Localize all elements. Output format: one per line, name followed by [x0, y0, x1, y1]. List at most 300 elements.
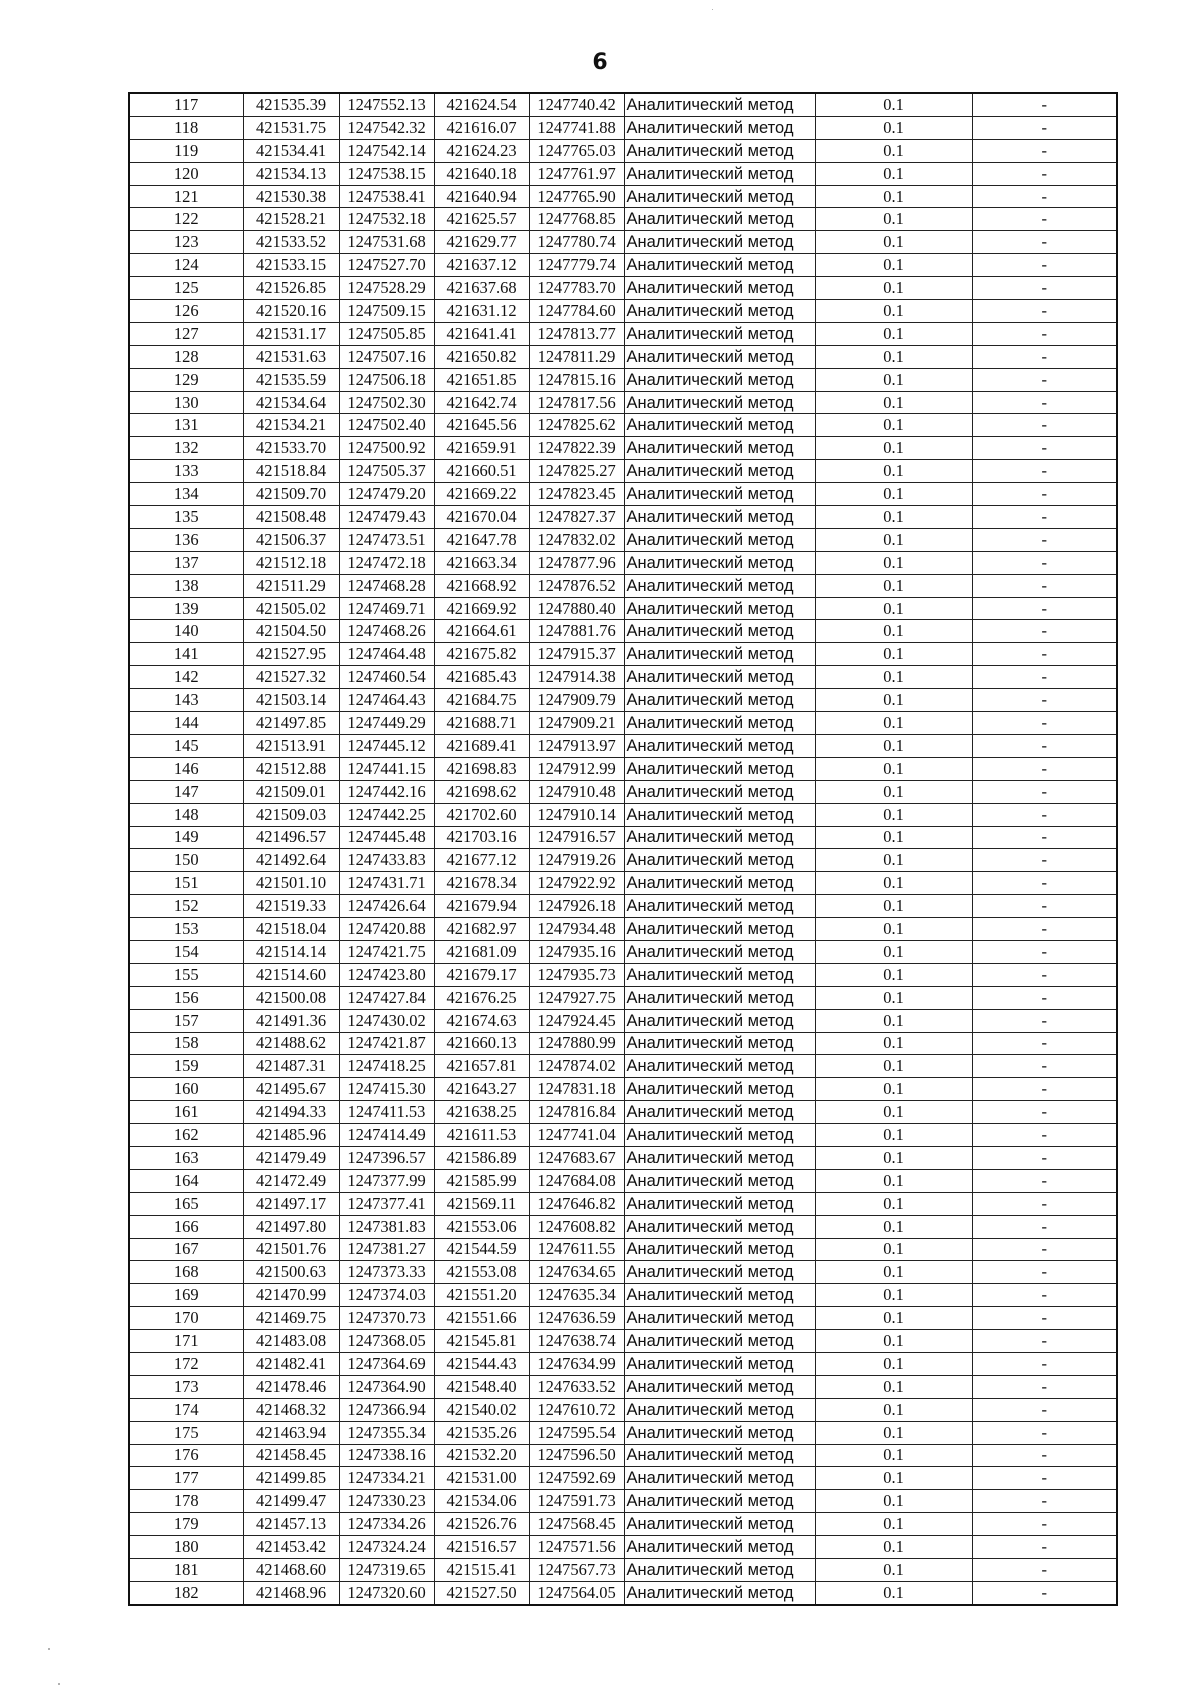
accuracy-cell: 0.1: [815, 597, 972, 620]
x-start-cell: 421511.29: [243, 574, 339, 597]
table-row: [129, 185, 1117, 208]
note-cell: -: [972, 597, 1117, 620]
note-cell: -: [972, 1398, 1117, 1421]
note-cell: -: [972, 483, 1117, 506]
x-start-cell: 421499.47: [243, 1490, 339, 1513]
x-end-cell: 421638.25: [434, 1101, 529, 1124]
x-start-cell: 421527.95: [243, 643, 339, 666]
note-cell: -: [972, 1124, 1117, 1147]
x-start-cell: 421508.48: [243, 506, 339, 529]
note-cell: -: [972, 231, 1117, 254]
y-start-cell: 1247430.02: [339, 1009, 434, 1032]
table-row: [129, 1490, 1117, 1513]
accuracy-cell: 0.1: [815, 1421, 972, 1444]
note-cell: -: [972, 1009, 1117, 1032]
y-start-cell: 1247441.15: [339, 757, 434, 780]
table-body: [129, 93, 1117, 1605]
y-start-cell: 1247411.53: [339, 1101, 434, 1124]
table-row: [129, 940, 1117, 963]
accuracy-cell: 0.1: [815, 689, 972, 712]
x-end-cell: 421682.97: [434, 918, 529, 941]
x-start-cell: 421509.01: [243, 780, 339, 803]
y-end-cell: 1247909.21: [529, 712, 624, 735]
y-start-cell: 1247464.48: [339, 643, 434, 666]
accuracy-cell: 0.1: [815, 322, 972, 345]
x-start-cell: 421509.70: [243, 483, 339, 506]
accuracy-cell: 0.1: [815, 254, 972, 277]
accuracy-cell: 0.1: [815, 1581, 972, 1604]
x-end-cell: 421657.81: [434, 1055, 529, 1078]
point-number-cell: 136: [129, 528, 243, 551]
note-cell: -: [972, 895, 1117, 918]
method-cell: Аналитический метод: [624, 254, 815, 277]
x-start-cell: 421509.03: [243, 803, 339, 826]
note-cell: -: [972, 414, 1117, 437]
y-end-cell: 1247813.77: [529, 322, 624, 345]
y-end-cell: 1247634.65: [529, 1261, 624, 1284]
accuracy-cell: 0.1: [815, 93, 972, 116]
y-end-cell: 1247927.75: [529, 986, 624, 1009]
y-end-cell: 1247646.82: [529, 1192, 624, 1215]
y-start-cell: 1247373.33: [339, 1261, 434, 1284]
table-row: [129, 1078, 1117, 1101]
y-end-cell: 1247825.27: [529, 460, 624, 483]
x-end-cell: 421679.17: [434, 963, 529, 986]
x-end-cell: 421675.82: [434, 643, 529, 666]
x-end-cell: 421640.94: [434, 185, 529, 208]
accuracy-cell: 0.1: [815, 368, 972, 391]
y-start-cell: 1247473.51: [339, 528, 434, 551]
method-cell: Аналитический метод: [624, 116, 815, 139]
table-row: [129, 414, 1117, 437]
x-end-cell: 421531.00: [434, 1467, 529, 1490]
x-start-cell: 421534.13: [243, 162, 339, 185]
point-number-cell: 178: [129, 1490, 243, 1513]
method-cell: Аналитический метод: [624, 1513, 815, 1536]
method-cell: Аналитический метод: [624, 1581, 815, 1604]
note-cell: -: [972, 620, 1117, 643]
accuracy-cell: 0.1: [815, 300, 972, 323]
accuracy-cell: 0.1: [815, 620, 972, 643]
table-row: [129, 689, 1117, 712]
point-number-cell: 123: [129, 231, 243, 254]
x-end-cell: 421548.40: [434, 1375, 529, 1398]
x-end-cell: 421526.76: [434, 1513, 529, 1536]
x-end-cell: 421660.51: [434, 460, 529, 483]
x-start-cell: 421518.84: [243, 460, 339, 483]
point-number-cell: 145: [129, 734, 243, 757]
x-end-cell: 421553.08: [434, 1261, 529, 1284]
x-end-cell: 421535.26: [434, 1421, 529, 1444]
accuracy-cell: 0.1: [815, 780, 972, 803]
y-end-cell: 1247880.99: [529, 1032, 624, 1055]
method-cell: Аналитический метод: [624, 895, 815, 918]
x-end-cell: 421540.02: [434, 1398, 529, 1421]
table-row: [129, 666, 1117, 689]
method-cell: Аналитический метод: [624, 1261, 815, 1284]
accuracy-cell: 0.1: [815, 986, 972, 1009]
point-number-cell: 160: [129, 1078, 243, 1101]
accuracy-cell: 0.1: [815, 1536, 972, 1559]
accuracy-cell: 0.1: [815, 116, 972, 139]
accuracy-cell: 0.1: [815, 185, 972, 208]
point-number-cell: 118: [129, 116, 243, 139]
method-cell: Аналитический метод: [624, 277, 815, 300]
accuracy-cell: 0.1: [815, 1444, 972, 1467]
x-start-cell: 421468.96: [243, 1581, 339, 1604]
x-start-cell: 421500.08: [243, 986, 339, 1009]
accuracy-cell: 0.1: [815, 162, 972, 185]
x-end-cell: 421681.09: [434, 940, 529, 963]
accuracy-cell: 0.1: [815, 849, 972, 872]
y-end-cell: 1247916.57: [529, 826, 624, 849]
accuracy-cell: 0.1: [815, 1078, 972, 1101]
y-start-cell: 1247505.37: [339, 460, 434, 483]
y-end-cell: 1247912.99: [529, 757, 624, 780]
point-number-cell: 143: [129, 689, 243, 712]
x-end-cell: 421668.92: [434, 574, 529, 597]
y-end-cell: 1247816.84: [529, 1101, 624, 1124]
note-cell: -: [972, 345, 1117, 368]
x-end-cell: 421532.20: [434, 1444, 529, 1467]
method-cell: Аналитический метод: [624, 734, 815, 757]
y-start-cell: 1247479.43: [339, 506, 434, 529]
point-number-cell: 125: [129, 277, 243, 300]
method-cell: Аналитический метод: [624, 208, 815, 231]
point-number-cell: 128: [129, 345, 243, 368]
x-start-cell: 421500.63: [243, 1261, 339, 1284]
method-cell: Аналитический метод: [624, 620, 815, 643]
method-cell: Аналитический метод: [624, 940, 815, 963]
method-cell: Аналитический метод: [624, 849, 815, 872]
note-cell: -: [972, 1559, 1117, 1582]
x-start-cell: 421512.88: [243, 757, 339, 780]
x-start-cell: 421534.64: [243, 391, 339, 414]
x-start-cell: 421519.33: [243, 895, 339, 918]
x-end-cell: 421677.12: [434, 849, 529, 872]
accuracy-cell: 0.1: [815, 208, 972, 231]
method-cell: Аналитический метод: [624, 1215, 815, 1238]
x-end-cell: 421702.60: [434, 803, 529, 826]
y-start-cell: 1247531.68: [339, 231, 434, 254]
x-start-cell: 421479.49: [243, 1146, 339, 1169]
x-start-cell: 421496.57: [243, 826, 339, 849]
x-end-cell: 421669.22: [434, 483, 529, 506]
point-number-cell: 170: [129, 1307, 243, 1330]
table-row: [129, 528, 1117, 551]
y-start-cell: 1247366.94: [339, 1398, 434, 1421]
method-cell: Аналитический метод: [624, 1146, 815, 1169]
point-number-cell: 129: [129, 368, 243, 391]
x-end-cell: 421650.82: [434, 345, 529, 368]
method-cell: Аналитический метод: [624, 93, 815, 116]
accuracy-cell: 0.1: [815, 1330, 972, 1353]
y-start-cell: 1247502.40: [339, 414, 434, 437]
accuracy-cell: 0.1: [815, 757, 972, 780]
note-cell: -: [972, 368, 1117, 391]
x-end-cell: 421669.92: [434, 597, 529, 620]
x-start-cell: 421469.75: [243, 1307, 339, 1330]
x-end-cell: 421637.68: [434, 277, 529, 300]
y-start-cell: 1247415.30: [339, 1078, 434, 1101]
table-row: [129, 139, 1117, 162]
method-cell: Аналитический метод: [624, 162, 815, 185]
table-row: [129, 734, 1117, 757]
point-number-cell: 179: [129, 1513, 243, 1536]
method-cell: Аналитический метод: [624, 826, 815, 849]
note-cell: -: [972, 1192, 1117, 1215]
point-number-cell: 180: [129, 1536, 243, 1559]
y-start-cell: 1247431.71: [339, 872, 434, 895]
y-start-cell: 1247319.65: [339, 1559, 434, 1582]
note-cell: -: [972, 780, 1117, 803]
note-cell: -: [972, 574, 1117, 597]
table-row: [129, 368, 1117, 391]
point-number-cell: 153: [129, 918, 243, 941]
note-cell: -: [972, 208, 1117, 231]
table-row: [129, 597, 1117, 620]
note-cell: -: [972, 1215, 1117, 1238]
accuracy-cell: 0.1: [815, 1124, 972, 1147]
point-number-cell: 148: [129, 803, 243, 826]
method-cell: Аналитический метод: [624, 414, 815, 437]
x-end-cell: 421698.83: [434, 757, 529, 780]
x-end-cell: 421534.06: [434, 1490, 529, 1513]
point-number-cell: 177: [129, 1467, 243, 1490]
y-end-cell: 1247784.60: [529, 300, 624, 323]
table-row: [129, 1192, 1117, 1215]
note-cell: -: [972, 1421, 1117, 1444]
method-cell: Аналитический метод: [624, 506, 815, 529]
x-start-cell: 421468.60: [243, 1559, 339, 1582]
y-end-cell: 1247881.76: [529, 620, 624, 643]
accuracy-cell: 0.1: [815, 1192, 972, 1215]
table-row: [129, 1009, 1117, 1032]
accuracy-cell: 0.1: [815, 940, 972, 963]
note-cell: -: [972, 1490, 1117, 1513]
x-end-cell: 421685.43: [434, 666, 529, 689]
coordinates-table: [128, 92, 1118, 1606]
table-row: [129, 1398, 1117, 1421]
table-row: [129, 1169, 1117, 1192]
note-cell: -: [972, 963, 1117, 986]
note-cell: -: [972, 1101, 1117, 1124]
note-cell: -: [972, 689, 1117, 712]
x-start-cell: 421533.70: [243, 437, 339, 460]
x-start-cell: 421488.62: [243, 1032, 339, 1055]
y-start-cell: 1247334.26: [339, 1513, 434, 1536]
y-start-cell: 1247442.16: [339, 780, 434, 803]
x-start-cell: 421487.31: [243, 1055, 339, 1078]
table-row: [129, 620, 1117, 643]
table-row: [129, 345, 1117, 368]
y-start-cell: 1247527.70: [339, 254, 434, 277]
method-cell: Аналитический метод: [624, 1421, 815, 1444]
x-start-cell: 421533.15: [243, 254, 339, 277]
note-cell: -: [972, 1284, 1117, 1307]
accuracy-cell: 0.1: [815, 803, 972, 826]
point-number-cell: 135: [129, 506, 243, 529]
table-row: [129, 208, 1117, 231]
y-start-cell: 1247338.16: [339, 1444, 434, 1467]
table-row: [129, 1124, 1117, 1147]
note-cell: -: [972, 116, 1117, 139]
y-end-cell: 1247611.55: [529, 1238, 624, 1261]
y-start-cell: 1247464.43: [339, 689, 434, 712]
x-start-cell: 421495.67: [243, 1078, 339, 1101]
x-end-cell: 421616.07: [434, 116, 529, 139]
y-end-cell: 1247568.45: [529, 1513, 624, 1536]
note-cell: -: [972, 506, 1117, 529]
y-end-cell: 1247591.73: [529, 1490, 624, 1513]
y-start-cell: 1247324.24: [339, 1536, 434, 1559]
table-row: [129, 300, 1117, 323]
x-start-cell: 421533.52: [243, 231, 339, 254]
point-number-cell: 174: [129, 1398, 243, 1421]
x-start-cell: 421501.10: [243, 872, 339, 895]
accuracy-cell: 0.1: [815, 643, 972, 666]
y-start-cell: 1247445.12: [339, 734, 434, 757]
page-number: 6: [592, 50, 608, 75]
x-start-cell: 421453.42: [243, 1536, 339, 1559]
x-start-cell: 421478.46: [243, 1375, 339, 1398]
point-number-cell: 152: [129, 895, 243, 918]
table-row: [129, 162, 1117, 185]
y-end-cell: 1247877.96: [529, 551, 624, 574]
x-end-cell: 421629.77: [434, 231, 529, 254]
x-end-cell: 421624.54: [434, 93, 529, 116]
table-row: [129, 437, 1117, 460]
accuracy-cell: 0.1: [815, 391, 972, 414]
x-start-cell: 421485.96: [243, 1124, 339, 1147]
y-start-cell: 1247377.41: [339, 1192, 434, 1215]
y-end-cell: 1247684.08: [529, 1169, 624, 1192]
point-number-cell: 164: [129, 1169, 243, 1192]
point-number-cell: 130: [129, 391, 243, 414]
y-start-cell: 1247374.03: [339, 1284, 434, 1307]
point-number-cell: 166: [129, 1215, 243, 1238]
x-end-cell: 421553.06: [434, 1215, 529, 1238]
accuracy-cell: 0.1: [815, 1490, 972, 1513]
y-start-cell: 1247421.75: [339, 940, 434, 963]
y-end-cell: 1247780.74: [529, 231, 624, 254]
table-row: [129, 1559, 1117, 1582]
method-cell: Аналитический метод: [624, 1467, 815, 1490]
accuracy-cell: 0.1: [815, 1467, 972, 1490]
x-end-cell: 421647.78: [434, 528, 529, 551]
x-end-cell: 421585.99: [434, 1169, 529, 1192]
y-start-cell: 1247420.88: [339, 918, 434, 941]
table-row: [129, 1581, 1117, 1604]
table-row: [129, 1261, 1117, 1284]
x-end-cell: 421688.71: [434, 712, 529, 735]
x-end-cell: 421689.41: [434, 734, 529, 757]
note-cell: -: [972, 712, 1117, 735]
point-number-cell: 172: [129, 1352, 243, 1375]
x-start-cell: 421520.16: [243, 300, 339, 323]
table-row: [129, 1352, 1117, 1375]
x-end-cell: 421625.57: [434, 208, 529, 231]
method-cell: Аналитический метод: [624, 986, 815, 1009]
y-start-cell: 1247468.28: [339, 574, 434, 597]
y-start-cell: 1247423.80: [339, 963, 434, 986]
y-start-cell: 1247506.18: [339, 368, 434, 391]
y-start-cell: 1247528.29: [339, 277, 434, 300]
point-number-cell: 127: [129, 322, 243, 345]
method-cell: Аналитический метод: [624, 1444, 815, 1467]
point-number-cell: 151: [129, 872, 243, 895]
method-cell: Аналитический метод: [624, 872, 815, 895]
y-end-cell: 1247831.18: [529, 1078, 624, 1101]
accuracy-cell: 0.1: [815, 666, 972, 689]
method-cell: Аналитический метод: [624, 1490, 815, 1513]
y-end-cell: 1247592.69: [529, 1467, 624, 1490]
x-end-cell: 421551.66: [434, 1307, 529, 1330]
y-start-cell: 1247377.99: [339, 1169, 434, 1192]
x-start-cell: 421513.91: [243, 734, 339, 757]
method-cell: Аналитический метод: [624, 1078, 815, 1101]
y-start-cell: 1247442.25: [339, 803, 434, 826]
y-end-cell: 1247914.38: [529, 666, 624, 689]
point-number-cell: 150: [129, 849, 243, 872]
y-end-cell: 1247909.79: [529, 689, 624, 712]
method-cell: Аналитический метод: [624, 803, 815, 826]
y-start-cell: 1247507.16: [339, 345, 434, 368]
x-end-cell: 421643.27: [434, 1078, 529, 1101]
table-row: [129, 918, 1117, 941]
note-cell: -: [972, 1581, 1117, 1604]
method-cell: Аналитический метод: [624, 460, 815, 483]
y-end-cell: 1247571.56: [529, 1536, 624, 1559]
table-row: [129, 1536, 1117, 1559]
y-end-cell: 1247935.73: [529, 963, 624, 986]
point-number-cell: 156: [129, 986, 243, 1009]
method-cell: Аналитический метод: [624, 391, 815, 414]
x-end-cell: 421679.94: [434, 895, 529, 918]
table-row: [129, 1032, 1117, 1055]
y-start-cell: 1247334.21: [339, 1467, 434, 1490]
point-number-cell: 124: [129, 254, 243, 277]
x-start-cell: 421472.49: [243, 1169, 339, 1192]
x-end-cell: 421545.81: [434, 1330, 529, 1353]
x-end-cell: 421678.34: [434, 872, 529, 895]
x-end-cell: 421631.12: [434, 300, 529, 323]
y-start-cell: 1247469.71: [339, 597, 434, 620]
method-cell: Аналитический метод: [624, 483, 815, 506]
y-start-cell: 1247364.90: [339, 1375, 434, 1398]
y-end-cell: 1247768.85: [529, 208, 624, 231]
y-end-cell: 1247595.54: [529, 1421, 624, 1444]
table-row: [129, 277, 1117, 300]
note-cell: -: [972, 528, 1117, 551]
note-cell: -: [972, 1352, 1117, 1375]
method-cell: Аналитический метод: [624, 689, 815, 712]
note-cell: -: [972, 986, 1117, 1009]
note-cell: -: [972, 849, 1117, 872]
y-start-cell: 1247421.87: [339, 1032, 434, 1055]
point-number-cell: 169: [129, 1284, 243, 1307]
accuracy-cell: 0.1: [815, 1307, 972, 1330]
point-number-cell: 117: [129, 93, 243, 116]
point-number-cell: 168: [129, 1261, 243, 1284]
x-start-cell: 421494.33: [243, 1101, 339, 1124]
y-start-cell: 1247532.18: [339, 208, 434, 231]
table-row: [129, 1513, 1117, 1536]
point-number-cell: 154: [129, 940, 243, 963]
method-cell: Аналитический метод: [624, 1055, 815, 1078]
table-row: [129, 849, 1117, 872]
accuracy-cell: 0.1: [815, 1215, 972, 1238]
